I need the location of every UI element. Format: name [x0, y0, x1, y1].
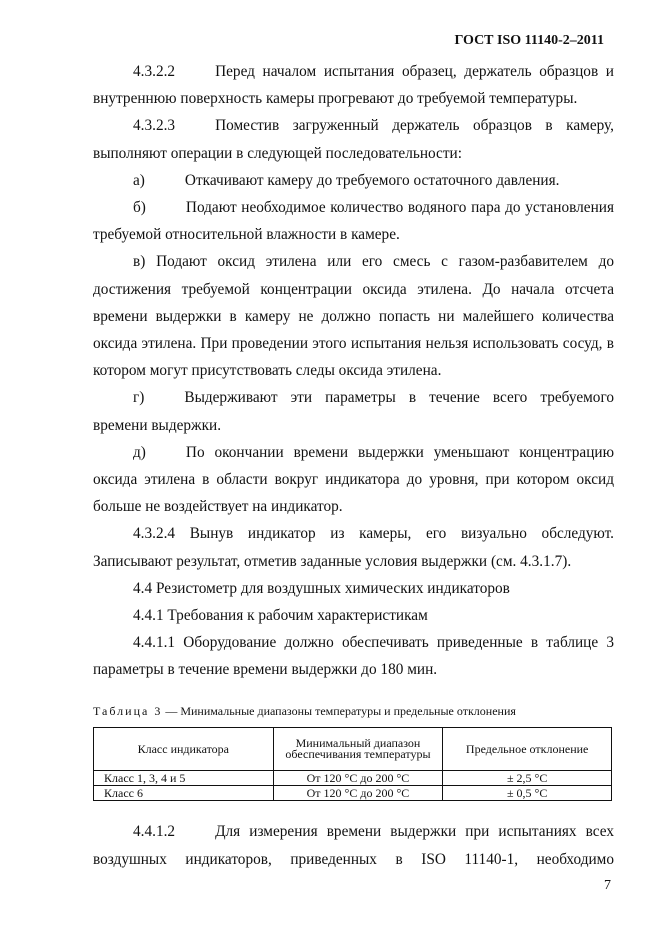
paragraph-text: Поместив загруженный держатель образцов в камеру, выполняют операции в следующей последовательности: [93, 117, 614, 162]
paragraph-text: По окончании времени выдержки уменьшают концентрацию оксида этилена в области вокруг индикатора до уровня, при котором оксид больше не воздействует на индикатор. [93, 443, 614, 516]
list-marker: д) [133, 443, 146, 461]
table-caption [93, 704, 516, 719]
table-cell: Класс 6 [94, 786, 274, 801]
table-row [94, 786, 612, 801]
list-item-b [93, 194, 614, 248]
body-text-continued [93, 818, 614, 874]
subsection-heading-4-4-1: 4.4.1 Требования к рабочим характеристикам [133, 607, 428, 625]
header-tolerance: Предельное отклонение [443, 728, 612, 771]
paragraph-4-4-1-1: 4.4.1.1 Оборудование должно обеспечивать приведенные в таблице 3 параметры в течение времени выдержки до 180 мин. [93, 634, 614, 679]
list-marker: б) [133, 199, 146, 217]
paragraph-text: Перед началом испытания образец, держатель образцов и внутреннюю поверхность камеры прогревают до требуемой температуры. [93, 63, 614, 108]
document-header: ГОСТ ISO 11140-2–2011 [454, 33, 604, 48]
table-header-row [94, 728, 612, 771]
section-heading-4-4: 4.4 Резистометр для воздушных химических индикаторов [133, 579, 510, 597]
list-item-a [93, 167, 614, 194]
paragraph-4-3-2-3 [93, 112, 614, 166]
paragraph-text: Подают оксид этилена или его смесь с газом-разбавителем до достижения требуемой концентрации оксида этилена. До начала отсчета времени выдержки в камеру не должно попасть ни малейшего количества оксида этилена. При проведении этого испытания нельзя использовать сосуд, в котором могут присутствовать следы оксида этилена. [93, 253, 615, 380]
table-3 [93, 727, 612, 801]
paragraph-text: Откачивают камеру до требуемого остаточного давления. [184, 171, 560, 189]
list-marker: а) [133, 171, 145, 189]
paragraph-4-3-2-4 [93, 520, 614, 574]
table-row [94, 771, 612, 786]
table-caption-label: Таблица 3 [93, 704, 163, 718]
clause-number: 4.4.1.2 [133, 823, 176, 840]
list-marker: в) [133, 253, 146, 271]
header-indicator-class: Класс индикатора [94, 728, 274, 771]
paragraph-4-4-1-2 [93, 818, 614, 874]
table-cell: Класс 1, 3, 4 и 5 [94, 771, 274, 786]
header-temperature-range: Минимальный диапазон обеспечивания температуры [273, 728, 443, 771]
clause-number: 4.3.2.4 [133, 525, 176, 543]
page-number: 7 [604, 878, 611, 893]
clause-number: 4.3.2.2 [133, 63, 176, 80]
paragraph-text: Вынув индикатор из камеры, его визуально обследуют. Записывают результат, отметив заданные условия выдержки (см. 4.3.1.7). [93, 525, 615, 570]
paragraph-text: Выдерживают эти параметры в течение всего требуемого времени выдержки. [93, 389, 614, 434]
clause-number: 4.3.2.3 [133, 117, 176, 135]
paragraph-4-3-2-2 [93, 58, 614, 112]
list-item-g [93, 384, 614, 438]
body-text [93, 58, 614, 684]
list-marker: г) [133, 389, 145, 407]
paragraph-text: Для измерения времени выдержки при испытаниях всех воздушных индикаторов, приведенных в ISO 11140-1, необходимо [93, 823, 614, 868]
list-item-d [93, 439, 614, 521]
table-cell: ± 0,5 °C [443, 786, 612, 801]
table-cell: От 120 °C до 200 °C [273, 786, 443, 801]
list-item-v [93, 248, 614, 384]
table-caption-text: — Минимальные диапазоны температуры и предельные отклонения [162, 704, 516, 718]
paragraph-text: Подают необходимое количество водяного пара до установления требуемой относительной влажности в камере. [93, 199, 614, 244]
table-cell: ± 2,5 °C [443, 771, 612, 786]
table-cell: От 120 °C до 200 °C [273, 771, 443, 786]
